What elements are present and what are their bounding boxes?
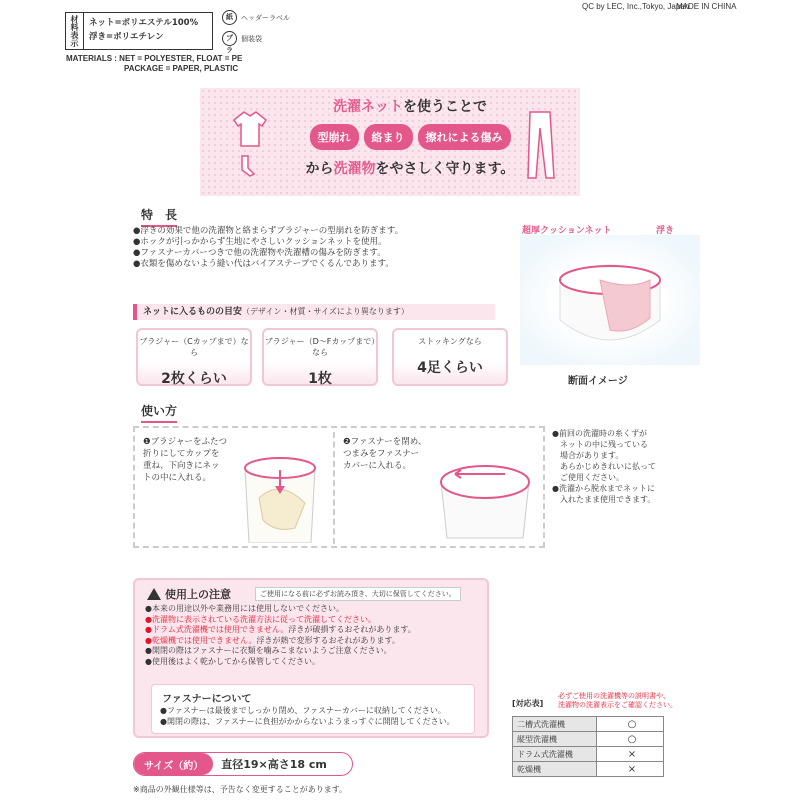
step-1-line: トの中に入れる。: [143, 473, 212, 483]
usage-note-line: ●前回の洗濯時の糸くずが: [552, 429, 647, 438]
hero-banner: [200, 88, 580, 196]
usage-note-line: ネットの中に残っている: [560, 440, 648, 449]
caution-item: [145, 636, 416, 647]
compat-mark: ×: [597, 747, 664, 762]
capacity-guide-bar: [133, 304, 495, 320]
step-1-line: ❶ブラジャーをふたつ: [143, 437, 227, 447]
caution-item: [145, 604, 416, 615]
float-label: 浮き: [656, 226, 675, 236]
hero-keyword-laundry: 洗濯物: [333, 161, 376, 177]
caution-item-text: 浮きが熱で変形するおそれがあります。: [256, 635, 400, 645]
step-2-line: カバーに入れる。: [343, 461, 412, 471]
caution-item-red: ●乾燥機では使用できません。: [145, 635, 257, 645]
guide-box-df-cup: [262, 328, 378, 386]
compat-table: [512, 716, 664, 777]
caution-item: [145, 625, 416, 636]
paper-recycle-label: ヘッダーラベル: [241, 13, 290, 22]
guide-title: ネットに入るものの目安: [143, 307, 243, 317]
compat-table-label: [対応表]: [512, 699, 544, 708]
laundry-clothes-icon: [228, 98, 278, 178]
cross-section-illustration: [540, 240, 680, 360]
zipper-list: [160, 705, 455, 727]
feature-item: ●ファスナーカバーつきで他の洗濯物や洗濯槽の傷みを防ぎます。: [133, 248, 386, 258]
materials-line-1: MATERIALS : NET = POLYESTER, FLOAT = PE: [66, 54, 243, 63]
materials-line-2: PACKAGE = PAPER, PLASTIC: [124, 64, 239, 73]
caution-title-text: 使用上の注意: [165, 588, 231, 601]
usage-notes: [552, 428, 682, 505]
guide-box-amount: 2枚くらい: [161, 371, 227, 387]
step-divider: [333, 432, 335, 544]
table-row: [513, 762, 664, 777]
guide-box-label: ストッキングなら: [418, 337, 482, 346]
guide-box-amount: 1枚: [308, 371, 332, 387]
caution-item: [145, 646, 416, 657]
footnote: ※商品の外観仕様等は、予告なく変更することがあります。: [133, 785, 348, 794]
cushion-net-label: 超厚クッションネット: [522, 226, 612, 236]
compat-note: [558, 692, 677, 710]
step-1-text: [143, 436, 227, 484]
size-label: サイズ（約）: [134, 753, 213, 775]
recycle-marks: [222, 10, 312, 52]
usage-note-line: 入れたまま使用できます。: [560, 495, 656, 504]
zipper-item: ●開閉の際は、ファスナーに負担がかからないようまっすぐに開閉してください。: [160, 717, 455, 726]
step-2-line: ❷ファスナーを閉め、: [343, 437, 427, 447]
machine-name: 乾燥機: [513, 762, 597, 777]
caution-subtitle: ご使用になる前に必ずお読み頂き、大切に保管してください。: [255, 587, 461, 601]
pill-deformation: 型崩れ: [310, 124, 359, 150]
caution-item-text: 浮きが破損するおそれがあります。: [288, 625, 416, 634]
made-in-text: MADE IN CHINA: [676, 2, 737, 11]
step-2-text: [343, 436, 426, 472]
paper-recycle-icon: 紙: [222, 10, 237, 25]
guide-box-amount: 4足くらい: [417, 360, 483, 376]
caution-item-red: ●洗濯物に表示されている洗濯方法に従って洗濯してください。: [145, 614, 376, 624]
warning-icon: [147, 588, 161, 600]
usage-note-line: ●洗濯から脱水までネットに: [552, 484, 655, 493]
caution-list: [145, 604, 416, 667]
compat-mark: ○: [597, 717, 664, 732]
cross-section-caption: 断面イメージ: [568, 376, 628, 387]
size-bar: [133, 752, 353, 776]
step-2-illustration: [435, 452, 535, 544]
compat-mark: ○: [597, 732, 664, 747]
usage-heading: 使い方: [141, 402, 177, 423]
step-2-line: つまみをファスナー: [343, 449, 420, 459]
hero-line-1: [290, 96, 530, 116]
machine-name: ドラム式洗濯機: [513, 747, 597, 762]
table-row: [513, 717, 664, 732]
caution-item: [145, 657, 416, 668]
hero-line-3: [290, 158, 530, 178]
caution-item-red: ●ドラム式洗濯機では使用できません。: [145, 625, 289, 634]
machine-name: 二槽式洗濯機: [513, 717, 597, 732]
size-value: 直径19×高さ18 cm: [221, 758, 327, 771]
zipper-item: ●ファスナーは最後までしっかり閉め、ファスナーカバーに収納してください。: [160, 706, 446, 715]
usage-note-line: 場合があります。: [560, 451, 624, 460]
feature-item: ●ホックが引っかからず生地にやさしいクッションネットを使用。: [133, 237, 387, 247]
feature-item: ●衣類を傷めないよう縫い代はバイアステープでくるんであります。: [133, 259, 394, 269]
guide-subtitle: （デザイン・材質・サイズにより異なります）: [242, 307, 409, 316]
hero-line-3-a: から: [305, 161, 334, 177]
features-heading: 特 長: [141, 206, 177, 227]
materials-english: [66, 54, 242, 74]
caution-item: [145, 615, 416, 626]
plastic-recycle-icon: プラ: [222, 31, 237, 46]
table-row: [513, 747, 664, 762]
step-1-line: 折りにしてカップを: [143, 449, 220, 459]
caution-item-text: ●本来の用途以外や業務用には使用しないでください。: [145, 604, 344, 613]
plastic-recycle-label: 個装袋: [241, 34, 262, 43]
step-1-line: 重ね、下向きにネッ: [143, 461, 220, 471]
qc-text: QC by LEC, Inc.,Tokyo, Japan: [582, 2, 690, 11]
guide-box-label: ブラジャー（D～Fカップまで）なら: [264, 337, 376, 357]
hero-line-1-rest: を使うことで: [403, 99, 487, 115]
guide-box-label: ブラジャー（Cカップまで）なら: [139, 337, 249, 357]
usage-note-line: あらかじめきれいに払って: [560, 462, 656, 471]
pill-tangling: 絡まり: [364, 124, 413, 150]
hero-pill-group: [290, 124, 530, 150]
zipper-info-box: [151, 684, 475, 734]
hero-keyword-net: 洗濯ネット: [333, 99, 403, 115]
feature-item: ●浮きの効果で他の洗濯物と絡まらずブラジャーの型崩れを防ぎます。: [133, 226, 404, 236]
material-float-line: 浮き=ポリエチレン: [89, 32, 164, 42]
compat-mark: ×: [597, 762, 664, 777]
zipper-title: ファスナーについて: [162, 694, 252, 705]
compat-note-line: 必ずご使用の洗濯機等の説明書や、: [558, 692, 670, 700]
caution-item-text: ●開閉の際はファスナーに衣類を噛みこまないようご注意ください。: [145, 646, 392, 655]
caution-title: [147, 586, 231, 602]
usage-note-line: ご使用ください。: [560, 473, 624, 482]
table-row: [513, 732, 664, 747]
pill-friction-damage: 擦れによる傷み: [418, 124, 511, 150]
how-to-box: [133, 426, 545, 548]
caution-item-text: ●使用後はよく乾かしてから保管してください。: [145, 656, 320, 666]
material-label-box: [65, 12, 213, 50]
guide-box-c-cup: [136, 328, 252, 386]
features-list: [133, 226, 503, 270]
compat-note-line: 洗濯物の洗濯表示をご確認ください。: [558, 701, 677, 709]
step-1-illustration: [235, 448, 325, 543]
caution-box: [133, 578, 489, 738]
material-net-line: ネット=ポリエステル100%: [89, 18, 199, 28]
material-label-title: 材料表示: [66, 13, 84, 49]
guide-box-stockings: [392, 328, 508, 386]
hero-line-3-c: をやさしく守ります。: [375, 161, 515, 177]
machine-name: 縦型洗濯機: [513, 732, 597, 747]
